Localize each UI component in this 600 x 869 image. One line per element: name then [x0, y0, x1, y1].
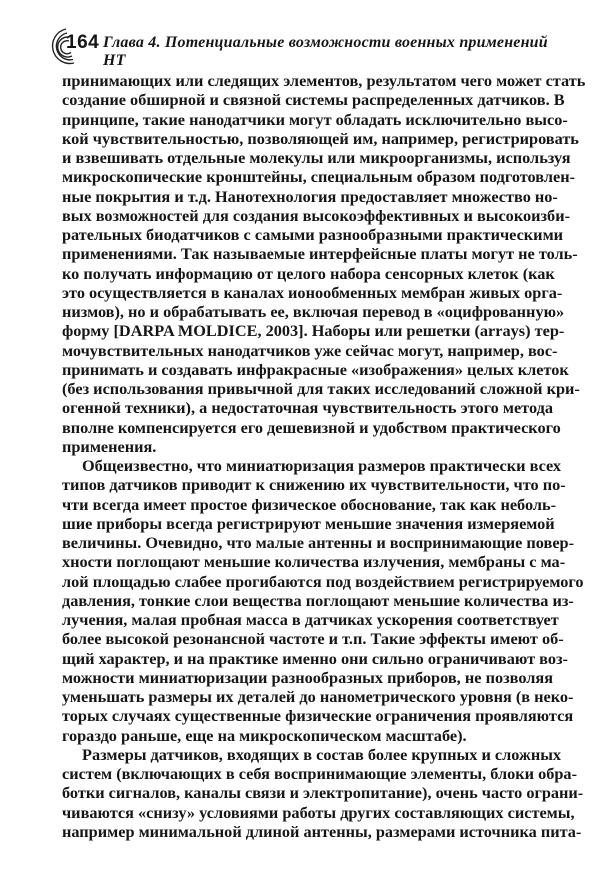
paragraph [62, 744, 584, 841]
text-line: огенной техники), а недостаточная чувствительность этого метода [62, 398, 553, 418]
text-line: чти всегда имеет простое физическое обоснование, так как неболь- [62, 494, 557, 514]
text-line: мочувствительных нанодатчиков уже сейчас могут, например, вос- [62, 340, 558, 360]
page-body-text [62, 71, 586, 841]
text-line: например минимальной длиной антенны, размерами источника пита- [62, 821, 582, 841]
text-line: давления, тонкие слои вещества поглощают меньшие количества из- [62, 590, 574, 610]
text-line: ные покрытия и т.д. Нанотехнология предоставляет множество но- [62, 186, 558, 206]
text-line: (без использования привычной для таких исследований сложной кри- [62, 379, 580, 398]
text-line: типов датчиков приводит к снижению их чувствительности, что по- [62, 475, 566, 495]
text-line: вых возможностей для создания высокоэффективных и высокоизби- [62, 205, 570, 225]
text-line: кой чувствительностью, позволяющей им, например, регистрировать [62, 128, 579, 148]
text-line: вполне компенсируется его дешевизной и удобством практического [62, 417, 561, 437]
text-line: низмов), но и обрабатывать ее, включая перевод в «оцифрованную» [62, 302, 565, 321]
text-line: систем (включающих в себя воспринимающие элементы, блоки обра- [62, 764, 577, 783]
text-line: торых случаях существенные физические ограничения проявляются [62, 706, 574, 726]
text-line: Размеры датчиков, входящих в состав более крупных и сложных [82, 744, 562, 764]
text-line: создание обширной и связной системы распределенных датчиков. В [62, 90, 565, 110]
text-line: применениями. Так называемые интерфейсные платы могут не толь- [62, 244, 578, 264]
page-header [40, 22, 560, 67]
text-line: микроскопические кронштейны, специальным образом подготовлен- [62, 167, 576, 187]
text-line: это осуществляется в каналах ионообменных мембран живых орга- [62, 282, 563, 302]
text-line: принимающих или следящих элементов, результатом чего может стать [62, 71, 586, 90]
text-line: рательных биодатчиков с самыми разнообразными практическими [62, 225, 564, 244]
paragraph [62, 456, 584, 745]
text-line: шие приборы всегда регистрируют меньшие значения измеряемой [62, 513, 555, 533]
text-line: более высокой резонансной частоте и т.п. Такие эффекты имеют об- [62, 629, 564, 649]
text-line: Общеизвестно, что миниатюризация размеров практически всех [82, 456, 562, 475]
paragraph [62, 71, 586, 456]
text-line: щий характер, и на практике именно они сильно ограничивают воз- [62, 648, 568, 668]
text-line: применения. [62, 436, 157, 456]
text-line: принципе, такие нанодатчики могут обладать исключительно высо- [62, 109, 568, 129]
text-line: форму [DARPA MOLDICE, 2003]. Наборы или решетки (arrays) тер- [62, 321, 565, 341]
text-line: уменьшать размеры их деталей до нанометрического уровня (в неко- [62, 687, 574, 706]
page-number: 164 [66, 32, 100, 53]
text-line: принимать и создавать инфракрасные «изображения» целых клеток [62, 359, 569, 379]
text-line: можности миниатюризации разнообразных приборов, не позволяя [62, 667, 553, 687]
text-line: чиваются «снизу» условиями работы других составляющих системы, [62, 802, 575, 822]
text-line: лой площадью слабее прогибаются под воздействием регистрируемого [62, 571, 584, 591]
text-line: и взвешивать отдельные молекулы или микроорганизмы, используя [62, 148, 571, 167]
text-line: хности поглощают меньшие количества излучения, мембраны с ма- [62, 552, 566, 572]
text-line: величины. Очевидно, что малые антенны и воспринимающие повер- [62, 533, 575, 552]
text-line: гораздо раньше, еще на микроскопическом масштабе). [62, 725, 467, 745]
running-title: Глава 4. Потенциальные возможности военных применений НТ [103, 34, 548, 69]
text-line: ботки сигналов, каналы связи и электропитание), очень часто ограни- [62, 783, 584, 803]
text-line: ко получать информацию от целого набора сенсорных клеток (как [62, 263, 555, 283]
text-line: лучения, малая пробная масса в датчиках ускорения соответствует [62, 610, 559, 629]
